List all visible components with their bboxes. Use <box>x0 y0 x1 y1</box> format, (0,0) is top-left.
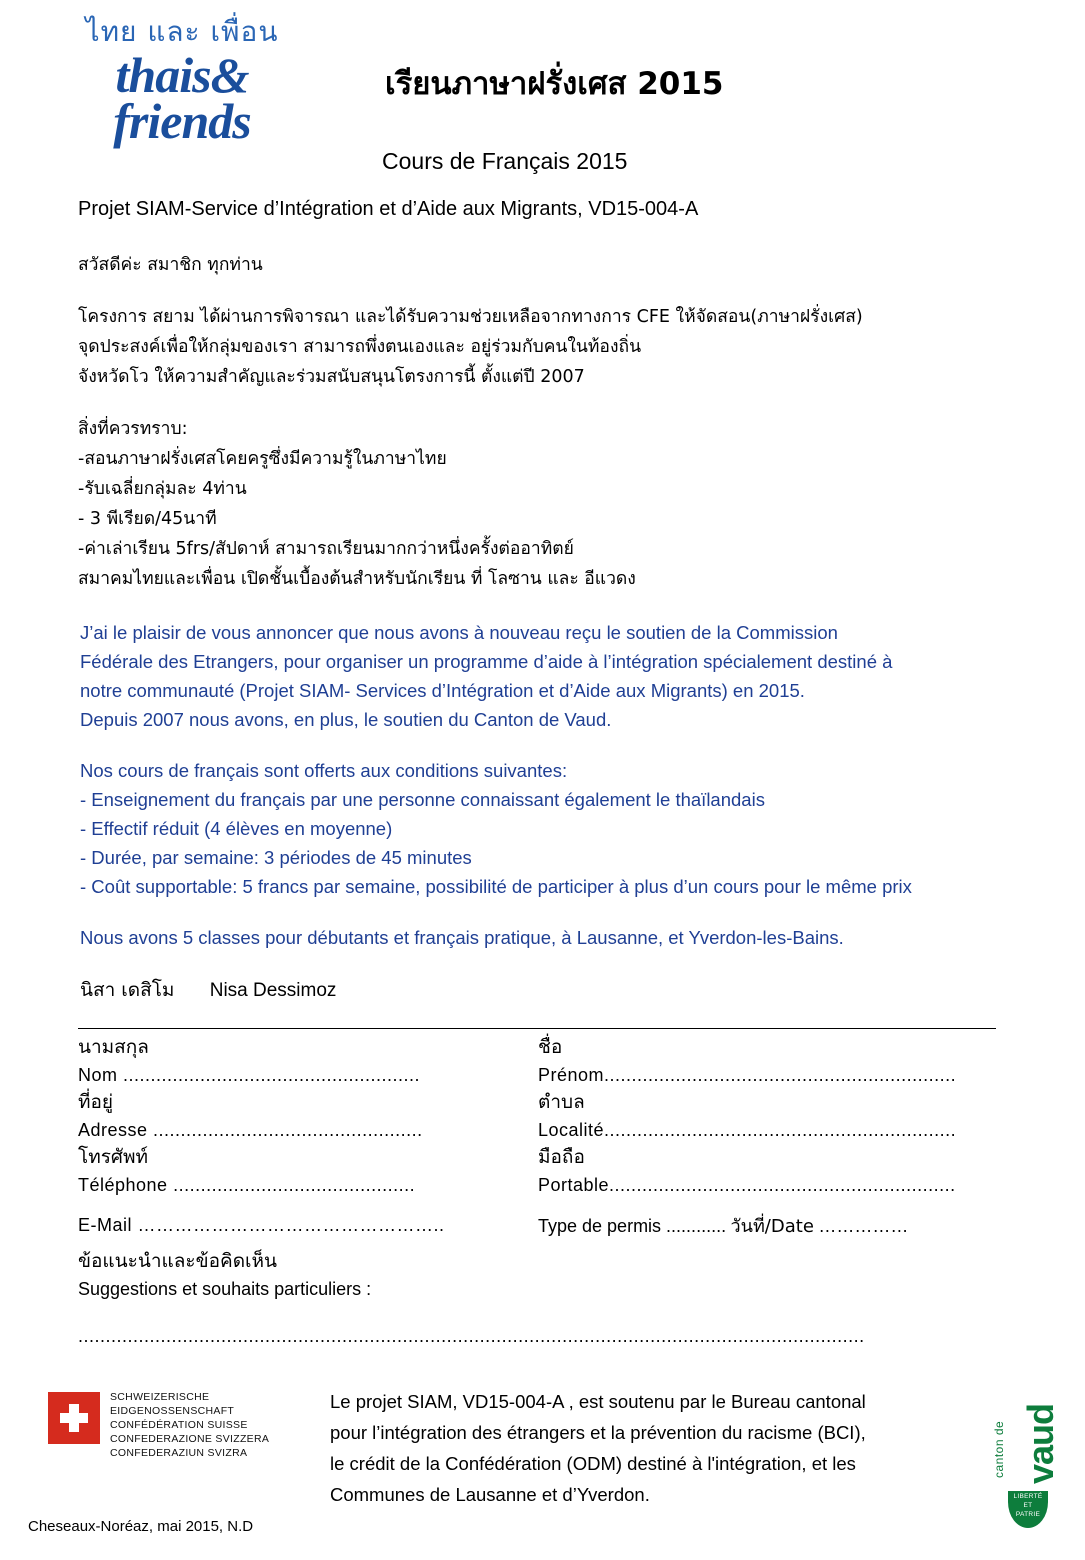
thai-para2-line5: -ค่าเล่าเรียน 5frs/สัปดาห์ สามารถเรียนมากกว่าหนึ่งครั้งต่ออาทิตย์ <box>78 539 574 559</box>
thai-para1-line1: โครงการ สยาม ได้ผ่านการพิจารณา และได้รับความช่วยเหลือจากทางการ CFE ให้จัดสอน(ภาษาฝรั่งเศส) <box>78 307 863 327</box>
french-para1-line4: Depuis 2007 nous avons, en plus, le soutien du Canton de Vaud. <box>80 709 612 730</box>
form-field-localite[interactable] <box>538 1089 998 1144</box>
thai-para1-line3: จังหวัดโว ให้ความสำคัญและร่วมสนับสนุนโตรงการนี้ ตั้งแต่ปี 2007 <box>78 367 585 387</box>
footer-text-line-3: le crédit de la Confédération (ODM) destiné à l'intégration, et les <box>330 1453 856 1474</box>
form-label-nom: Nom ...................................................... <box>78 1065 421 1085</box>
footer-text-line-2: pour l’intégration des étrangers et la prévention du racisme (BCI), <box>330 1422 866 1443</box>
swiss-flag-icon <box>48 1392 100 1444</box>
form-label-date-dots: …………… <box>818 1216 909 1236</box>
form-label-permis: Type de permis ............ <box>538 1216 727 1236</box>
thai-para2-line3: -รับเฉลี่ยกลุ่มละ 4ท่าน <box>78 479 247 499</box>
footer-support-text <box>330 1386 950 1510</box>
form-label-telephone: Téléphone ............................................ <box>78 1175 416 1195</box>
signature-block <box>80 975 336 1005</box>
vaud-shield-icon <box>1008 1484 1048 1528</box>
form-label-localite-thai: ตำบล <box>538 1091 585 1113</box>
form-field-portable[interactable] <box>538 1144 998 1199</box>
french-para1-line2: Fédérale des Etrangers, pour organiser un programme d’aide à l’intégration spécialement destiné à <box>80 651 893 672</box>
form-row-address <box>78 1089 998 1144</box>
swiss-name-de: SCHWEIZERISCHE EIDGENOSSENSCHAFT <box>110 1391 235 1417</box>
page-title-thai: เรียนภาษาฝรั่งเศส 2015 <box>385 66 724 102</box>
canton-de-vaud-logo <box>980 1380 1072 1528</box>
form-field-nom[interactable] <box>78 1034 538 1089</box>
form-row-email-permis <box>78 1211 998 1240</box>
vaud-wordmark: vaud <box>1020 1403 1061 1484</box>
french-body <box>80 618 1020 952</box>
form-label-email: E-Mail ………………………………………….. <box>78 1215 445 1235</box>
swiss-confederation-logo <box>48 1388 318 1478</box>
french-condition-4: - Coût supportable: 5 francs par semaine, possibilité de participer à plus d’un cours pour le même prix <box>80 876 912 897</box>
logo-line-1: thais& <box>115 47 249 103</box>
form-row-phone <box>78 1144 998 1199</box>
swiss-name-rm: CONFEDERAZIUN SVIZRA <box>110 1447 248 1459</box>
logo-line-2: friends <box>113 93 251 149</box>
french-conditions-intro: Nos cours de français sont offerts aux conditions suivantes: <box>80 760 568 781</box>
thai-para2-line4: - 3 พีเรียด/45นาที <box>78 509 217 529</box>
swiss-name-fr: CONFÉDÉRATION SUISSE <box>110 1419 248 1431</box>
form-label-telephone-thai: โทรศัพท์ <box>78 1146 149 1168</box>
thai-para2-line1: สิ่งที่ควรทราบ: <box>78 419 188 439</box>
form-label-prenom: Prénom................................................................ <box>538 1065 957 1085</box>
thai-greeting: สวัสดีค่ะ สมาชิก ทุกท่าน <box>78 255 263 275</box>
form-label-adresse: Adresse ................................................. <box>78 1120 423 1140</box>
signature-latin: Nisa Dessimoz <box>209 980 337 1001</box>
form-label-prenom-thai: ชื่อ <box>538 1036 563 1058</box>
form-row-name <box>78 1034 998 1089</box>
vaud-shield-band <box>1008 1484 1048 1491</box>
signature-thai: นิสา เดสิโม <box>80 979 175 1001</box>
vaud-motto-line-1: LIBERTÉ <box>1013 1493 1043 1500</box>
form-label-adresse-thai: ที่อยู่ <box>78 1091 114 1113</box>
footer-text-line-1: Le projet SIAM, VD15-004-A , est soutenu par le Bureau cantonal <box>330 1391 866 1412</box>
thai-body <box>78 250 998 594</box>
swiss-confederation-names <box>110 1390 318 1460</box>
form-field-telephone[interactable] <box>78 1144 538 1199</box>
form-label-date-thai: วันที่/Date <box>730 1216 814 1237</box>
document-header <box>0 0 1085 190</box>
form-field-adresse[interactable] <box>78 1089 538 1144</box>
form-field-prenom[interactable] <box>538 1034 998 1089</box>
page-title-french: Cours de Français 2015 <box>382 148 628 174</box>
form-label-suggestions-thai: ข้อแนะนำและข้อคิดเห็น <box>78 1250 278 1272</box>
form-label-portable-thai: มือถือ <box>538 1146 585 1168</box>
project-subtitle: Projet SIAM-Service d’Intégration et d’Aide aux Migrants, VD15-004-A <box>78 198 699 220</box>
french-condition-1: - Enseignement du français par une personne connaissant également le thaïlandais <box>80 789 765 810</box>
french-para1-line1: J’ai le plaisir de vous annoncer que nous avons à nouveau reçu le soutien de la Commission <box>80 622 838 643</box>
form-label-suggestions: Suggestions et souhaits particuliers : <box>78 1279 372 1299</box>
registration-form <box>78 1034 998 1347</box>
document-credit: Cheseaux-Noréaz, mai 2015, N.D <box>28 1518 254 1535</box>
form-divider <box>78 1028 996 1029</box>
form-field-permis[interactable] <box>538 1211 998 1240</box>
document-footer <box>0 1378 1085 1560</box>
form-field-email[interactable] <box>78 1211 538 1240</box>
thai-para2-line6: สมาคมไทยและเพื่อน เปิดชั้นเบื้องต้นสำหรับนักเรียน ที่ โลซาน และ อีแวดง <box>78 569 636 589</box>
french-closing: Nous avons 5 classes pour débutants et français pratique, à Lausanne, et Yverdon-les-Bains. <box>80 927 844 948</box>
vaud-canton-label: canton de <box>992 1420 1006 1478</box>
french-para1-line3: notre communauté (Projet SIAM- Services d’Intégration et d’Aide aux Migrants) en 2015. <box>80 680 805 701</box>
thais-and-friends-logo <box>62 15 302 178</box>
form-label-nom-thai: นามสกุล <box>78 1036 149 1058</box>
logo-thai-line: ไทย และ เพื่อน <box>85 15 279 48</box>
french-condition-3: - Durée, par semaine: 3 périodes de 45 minutes <box>80 847 472 868</box>
thai-para1-line2: จุดประสงค์เพื่อให้กลุ่มของเรา สามารถพึ่งตนเองและ อยู่ร่วมกับคนในท้องถิ่น <box>78 337 642 357</box>
form-label-localite: Localité................................................................ <box>538 1120 957 1140</box>
footer-text-line-4: Communes de Lausanne et d’Yverdon. <box>330 1484 650 1505</box>
swiss-name-it: CONFEDERAZIONE SVIZZERA <box>110 1433 270 1445</box>
french-condition-2: - Effectif réduit (4 élèves en moyenne) <box>80 818 393 839</box>
swiss-cross-icon <box>58 1402 90 1434</box>
vaud-motto-line-3: PATRIE <box>1015 1511 1041 1518</box>
vaud-motto-line-2: ET <box>1023 1502 1033 1509</box>
form-label-portable: Portable............................................................... <box>538 1175 956 1195</box>
thai-para2-line2: -สอนภาษาฝรั่งเศสโคยครูซึ่งมีความรู้ในภาษาไทย <box>78 449 447 469</box>
form-field-suggestions-line[interactable]: ............................................................................................................................................... <box>78 1326 865 1346</box>
